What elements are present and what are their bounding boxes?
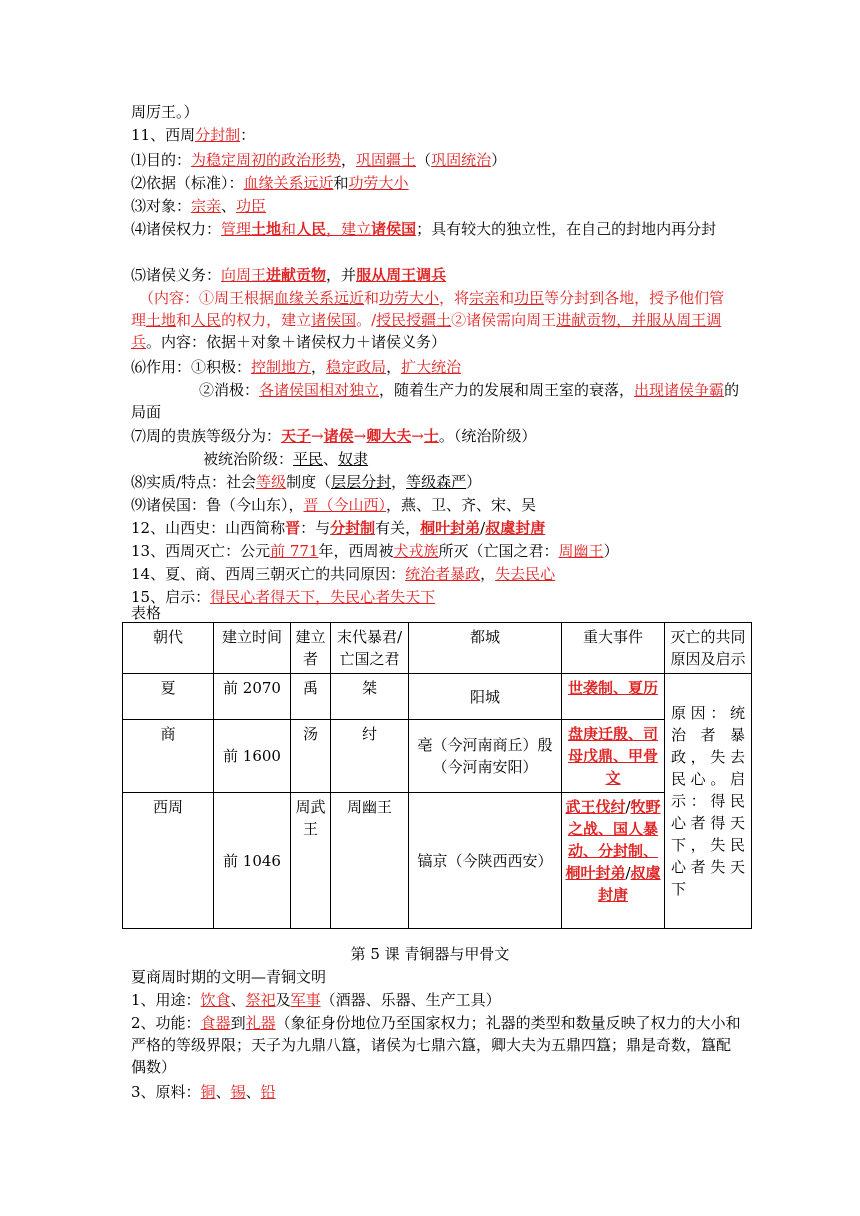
line-essence: ⑻实质/特点：社会等级制度（层层分封，等级森严） [131, 473, 482, 491]
table-label: 表格 [131, 604, 162, 622]
line-14-cause: 14、夏、商、西周三朝灭亡的共同原因：统治者暴政，失去民心 [131, 565, 556, 583]
line-vassal-power: ⑷诸侯权力：管理土地和人民，建立诸侯国；具有较大的独立性，在自己的封地内再分封 [131, 220, 717, 238]
line-ruled-class: 被统治阶级：平民、奴隶 [203, 450, 369, 468]
line-targets: ⑶对象：宗亲、功臣 [131, 197, 267, 215]
line-12-shanxi: 12、山西史：山西简称晋：与分封制有关，桐叶封弟/叔虞封唐 [131, 519, 546, 537]
cell-founder: 周武王 [291, 793, 331, 929]
line-noble-ranks: ⑺周的贵族等级分为：天子→诸侯→卿大夫→士。（统治阶级） [131, 427, 537, 445]
cell-founder: 禹 [291, 674, 331, 720]
line-basis: ⑵依据（标准）：血缘关系远近和功劳大小 [131, 174, 409, 192]
cell-capital: 镐京（今陕西西安） [409, 793, 562, 929]
line-bronze-material: 3、原料：铜、锡、铅 [131, 1083, 276, 1101]
cell-last-ruler: 桀 [331, 674, 409, 720]
cell-dynasty: 西周 [123, 793, 214, 929]
header-common: 灭亡的共同原因及启示 [665, 623, 752, 674]
cell-time: 前 2070 [214, 674, 291, 720]
cell-last-ruler: 周幽王 [331, 793, 409, 929]
header-dynasty: 朝代 [123, 623, 214, 674]
line-effect-negative: ②消极：各诸侯国相对独立，随着生产力的发展和周王室的衰落，出现诸侯争霸的局面 [131, 381, 740, 421]
table-header-row [123, 623, 752, 674]
cell-founder: 汤 [291, 720, 331, 793]
cell-events: 世袭制、夏历 [562, 674, 665, 720]
cell-capital: 阳城 [409, 674, 562, 720]
header-last-ruler: 末代暴君/亡国之君 [331, 623, 409, 674]
line-13-fall: 13、西周灭亡：公元前 771年，西周被犬戎族所灭（亡国之君：周幽王） [131, 542, 619, 560]
line-15-lesson: 15、启示：得民心者得天下，失民心者失天下 [131, 588, 436, 606]
header-events: 重大事件 [562, 623, 665, 674]
table-row [123, 720, 752, 793]
line-purpose: ⑴目的：为稳定周初的政治形势，巩固疆土（巩固统治） [131, 151, 507, 169]
header-time: 建立时间 [214, 623, 291, 674]
cell-dynasty: 商 [123, 720, 214, 793]
cell-common-cause: 原因：统治者暴政，失去民心。启示：得民心者得天下，失民心者失天下 [665, 674, 752, 929]
section5-title: 第 5 课 青铜器与甲骨文 [350, 945, 510, 963]
line-continuation: 周厉王。） [131, 103, 199, 121]
cell-capital: 亳（今河南商丘）殷（今河南安阳） [409, 720, 562, 793]
dynasty-table [122, 622, 752, 929]
table-row [123, 674, 752, 720]
line-vassal-states: ⑼诸侯国：鲁（今山东），晋（今山西），燕、卫、齐、宋、吴 [131, 496, 537, 514]
line-11-fenfeng: 11、西周分封制： [131, 126, 256, 144]
cell-events: 盘庚迁殷、司母戊鼎、甲骨文 [562, 720, 665, 793]
line-content-note: （内容：①周王根据血缘关系远近和功劳大小，将宗亲和功臣等分封到各地，授予他们管理土地和人民的权力，建立诸侯国。/授民授疆土②诸侯需向周王进献贡物，并服从周王调兵。内容：依据＋对象＋诸侯权力＋诸侯义务） [131, 289, 725, 351]
header-founder: 建立者 [291, 623, 331, 674]
line-bronze-function: 2、功能：食器到礼器（象征身份地位乃至国家权力；礼器的类型和数量反映了权力的大小和严格的等级界限；天子为九鼎八簋，诸侯为七鼎六簋，卿大夫为五鼎四簋；鼎是奇数，簋配偶数） [131, 1014, 741, 1076]
header-capital: 都城 [409, 623, 562, 674]
section5-intro: 夏商周时期的文明—青铜文明 [131, 968, 327, 986]
line-vassal-duty: ⑸诸侯义务：向周王进献贡物，并服从周王调兵 [131, 266, 447, 284]
line-effect-positive: ⑹作用：①积极：控制地方，稳定政局，扩大统治 [131, 358, 462, 376]
cell-last-ruler: 纣 [331, 720, 409, 793]
cell-time: 前 1600 [214, 720, 291, 793]
line-bronze-use: 1、用途：饮食、祭祀及军事（酒器、乐器、生产工具） [131, 991, 501, 1009]
cell-dynasty: 夏 [123, 674, 214, 720]
table-row [123, 793, 752, 929]
cell-events: 武王伐纣/牧野之战、国人暴动、分封制、桐叶封弟/叔虞封唐 [562, 793, 665, 929]
cell-time: 前 1046 [214, 793, 291, 929]
